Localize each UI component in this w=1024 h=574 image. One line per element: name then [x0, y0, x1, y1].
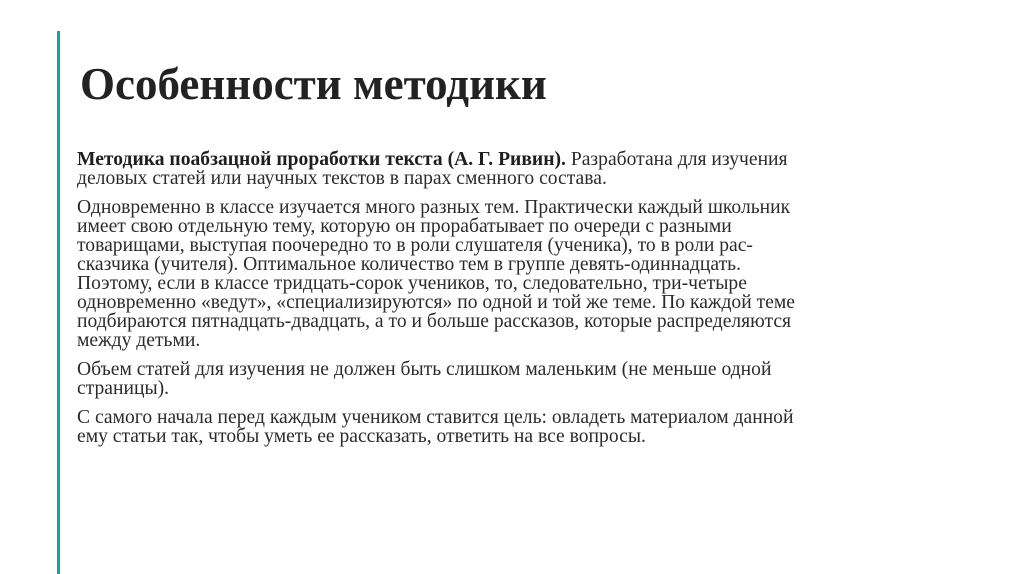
slide-title: Особенности методики: [80, 59, 547, 109]
paragraph-line: С самого начала перед каждым учеником ставится цель: овладеть материалом данной: [77, 407, 794, 428]
paragraph-line: Поэтому, если в классе тридцать-сорок учеников, то, следовательно, три-четыре: [77, 273, 747, 294]
accent-bar: [57, 31, 60, 574]
paragraph-line: Одновременно в классе изучается много разных тем. Практически каждый школьник: [77, 197, 791, 218]
method-description: Разработана для изучения: [565, 149, 788, 170]
paragraph-line: Объем статей для изучения не должен быть слишком маленьким (не меньше одной: [77, 359, 772, 380]
paragraph-line: товарищами, выступая поочередно то в роли слушателя (ученика), то в роли рас-: [77, 235, 753, 256]
paragraph-line: деловых статей или научных текстов в парах сменного состава.: [77, 168, 607, 189]
paragraph-simultaneous-topics: [77, 198, 947, 350]
paragraph-line: ему статьи так, чтобы уметь ее рассказать, ответить на все вопросы.: [77, 426, 646, 447]
paragraph-method: [77, 150, 947, 188]
paragraph-line: сказчика (учителя). Оптимальное количество тем в группе девять-одиннадцать.: [77, 254, 741, 275]
slide-body: [77, 150, 947, 456]
paragraph-article-size: [77, 360, 947, 398]
paragraph-line: между детьми.: [77, 330, 201, 351]
method-name-bold: Методика поабзацной проработки текста (А. Г. Ривин).: [77, 149, 566, 170]
paragraph-line: имеет свою отдельную тему, которую он прорабатывает по очереди с разными: [77, 216, 732, 237]
paragraph-goal: [77, 408, 947, 446]
paragraph-line: одновременно «ведут», «специализируются» по одной и той же теме. По каждой теме: [77, 292, 795, 313]
paragraph-line: страницы).: [77, 378, 170, 399]
paragraph-line: [77, 150, 947, 169]
paragraph-line: подбираются пятнадцать-двадцать, а то и больше рассказов, которые распределяются: [77, 311, 792, 332]
